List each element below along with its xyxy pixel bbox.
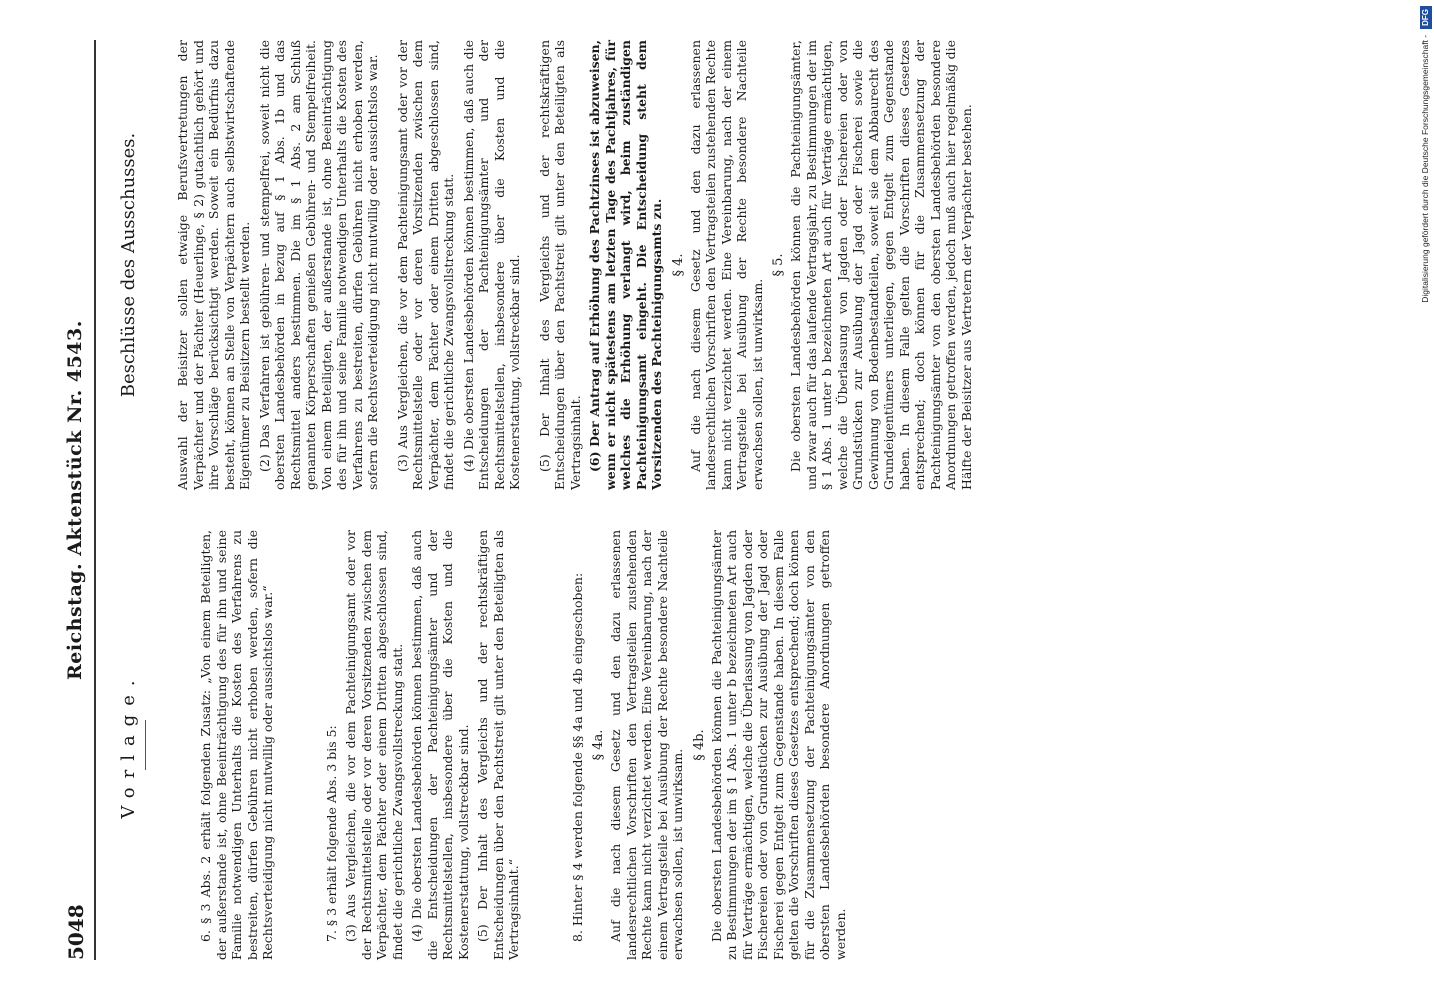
committee-para-1: Auswahl der Beisitzer sollen etwaige Berufsvertretungen der Verpächter und der Pächter (Heuerlinge, § 2) gutachtlich gehört und ihre Vorschläge berücksichtigt werden. Soweit ein Bedürfnis dazu besteht, können an Stelle von Verpächtern auch selbstwirtschaftende Eigentümer zu Beisitzern bestellt werden.: [175, 40, 252, 490]
committee-para-4: (4) Die obersten Landesbehörden können bestimmen, daß auch die Entscheidungen der Pachteinigungsämter und der Rechtsmittelstellen, insbesondere über die Kosten und die Kostenerstattung, vollstreckbar sind.: [460, 40, 522, 490]
page-number: 5048: [64, 904, 88, 960]
section-4b-text: Die obersten Landesbehörden können die Pachteinigungsämter zu Bestimmungen der im § 1 Abs. 1 unter b bezeichneten Art auch für Verträge ermächtigen, welche die Überlassung von Jagden oder Fischereien oder von Grundstücken zur Ausübung der Jagd oder Fischerei gegen Entgelt zum Gegenstande haben. In diesem Falle gelten die Vorschriften dieses Gesetzes entsprechend; doch können für die Zusammensetzung der Pachteinigungsämter von den obersten Landesbehörden besondere Anordnungen getroffen werden.: [708, 530, 848, 960]
digitization-note: [1418, 6, 1432, 994]
item-7-para-4: (4) Die obersten Landesbehörden können bestimmen, daß auch die Entscheidungen der Pachteinigungsämter und der Rechtsmittelstellen, insbesondere über die Kosten und die Kostenerstattung, vollstreckbar sind.: [409, 530, 471, 960]
left-column-heading: Vorlage.: [118, 671, 139, 819]
header-title: Reichstag. Aktenstück Nr. 4543.: [64, 320, 86, 680]
section-4b-heading: § 4b.: [691, 729, 707, 761]
section-4-heading: § 4.: [670, 253, 686, 277]
item-7-para-3: (3) Aus Vergleichen, die vor dem Pachteinigungsamt oder vor der Rechtsmittelstelle oder vor deren Vorsitzenden zwischen dem Verpächter, dem Pächter oder einem Dritten abgeschlossen sind, findet die gerichtliche Zwangsvollstreckung statt.: [343, 530, 405, 960]
section-4a-heading: § 4a.: [591, 729, 606, 761]
item-7: 7. § 3 erhält folgende Abs. 3 bis 5:: [323, 725, 339, 942]
right-column-heading: Beschlüsse des Ausschusses.: [118, 132, 139, 398]
section-5-heading: § 5.: [771, 253, 786, 277]
left-column-vorlage: [118, 530, 852, 960]
page-content: [60, 40, 1400, 960]
committee-para-6: (6) Der Antrag auf Erhöhung des Pachtzinses ist abzuweisen, wenn er nicht spätestens am letzten Tage des Pachtjahres, für welches die Erhöhung verlangt wird, beim zuständigen Pachteinigungsamt eingeht. Die Entscheidung steht dem Vorsitzenden des Pachteinigungsamts zu.: [587, 40, 664, 490]
item-6: 6. § 3 Abs. 2 erhält folgenden Zusatz: „Von einem Beteiligten, der außerstande ist, ohne Beeinträchtigung des für ihn und seine Familie notwendigen Unterhalts die Kosten des Verfahrens zu bestreiten, dürfen Gebühren nicht erhoben werden, sofern die Rechtsverteidigung nicht mutwillig oder aussichtslos war.“: [198, 530, 275, 960]
item-7-para-5: (5) Der Inhalt des Vergleichs und der rechtskräftigen Entscheidungen über den Pachtstreit gilt unter den Beteiligten als Vertragsinhalt.“: [475, 530, 521, 960]
committee-para-2: (2) Das Verfahren ist gebühren- und stempelfrei, soweit nicht die obersten Landesbehörden in bezug auf § 1 Abs. 1b und das Rechtsmittel anders bestimmen. Die im § 1 Abs. 2 am Schluß genannten Körperschaften genießen Gebühren- und Stempelfreiheit. Von einem Beteiligten, der außerstande ist, ohne Beeinträchtigung des für ihn und seine Familie notwendigen Unterhalts die Kosten des Verfahrens zu bestreiten, dürfen Gebühren nicht erhoben werden, sofern die Rechtsverteidigung nicht mutwillig oder aussichtslos war.: [256, 40, 380, 490]
committee-para-3: (3) Aus Vergleichen, die vor dem Pachteinigungsamt oder vor der Rechtsmittelstelle oder vor deren Vorsitzenden zwischen dem Verpächter, dem Pächter oder einem Dritten abgeschlossen sind, findet die gerichtliche Zwangsvollstreckung statt.: [394, 40, 456, 490]
header-rule: [94, 40, 96, 960]
section-4-text: Auf die nach diesem Gesetz und den dazu erlassenen landesrechtlichen Vorschriften den Vertragsteilen zustehenden Rechte kann nicht verzichtet werden. Eine Vereinbarung, nach der einem Vertragsteile bei Ausübung der Rechte besondere Nachteile erwachsen sollen, ist unwirksam.: [687, 40, 765, 490]
right-column-beschluesse: [118, 40, 978, 490]
dfg-logo: DFG: [1420, 6, 1432, 29]
page-header: [60, 40, 100, 960]
committee-para-5: (5) Der Inhalt des Vergleichs und der rechtskräftigen Entscheidungen über den Pachtstreit gilt unter den Beteiligten als Vertragsinhalt.: [536, 40, 583, 490]
section-4a-text: Auf die nach diesem Gesetz und den dazu erlassenen landesrechtlichen Vorschriften den Vertragsteilen zustehenden Rechte kann nicht verzichtet werden. Eine Vereinbarung, nach der einem Vertragsteile bei Ausübung der Rechte besondere Nachteile erwachsen sollen, ist unwirksam.: [608, 530, 685, 960]
item-8: 8. Hinter § 4 werden folgende §§ 4a und 4b eingeschoben:: [569, 572, 585, 942]
heading-divider: [145, 720, 146, 770]
digitization-note-text: Digitalisierung gefördert durch die Deutsche Forschungsgemeinschaft -: [1420, 34, 1430, 303]
section-5-text: Die obersten Landesbehörden können die Pachteinigungsämter, und zwar auch für das laufende Vertragsjahr, zu Bestimmungen der im § 1 Abs. 1 unter b bezeichneten Art auch für Verträge ermächtigen, welche die Überlassung von Jagden oder Fischereien oder von Grundstücken zur Ausübung der Jagd oder Fischerei sowie die Gewinnung von Bodenbestandteilen, soweit sie dem Abbaurecht des Grundeigentümers unterliegen, gegen Entgelt zum Gegenstande haben. In diesem Falle gelten die Vorschriften dieses Gesetzes entsprechend; doch können für die Zusammensetzung der Pachteinigungsämter von den obersten Landesbehörden besondere Anordnungen getroffen werden, jedoch muß auch hier regelmäßig die Hälfte der Beisitzer aus Vertretern der Verpächter bestehen.: [788, 40, 974, 490]
